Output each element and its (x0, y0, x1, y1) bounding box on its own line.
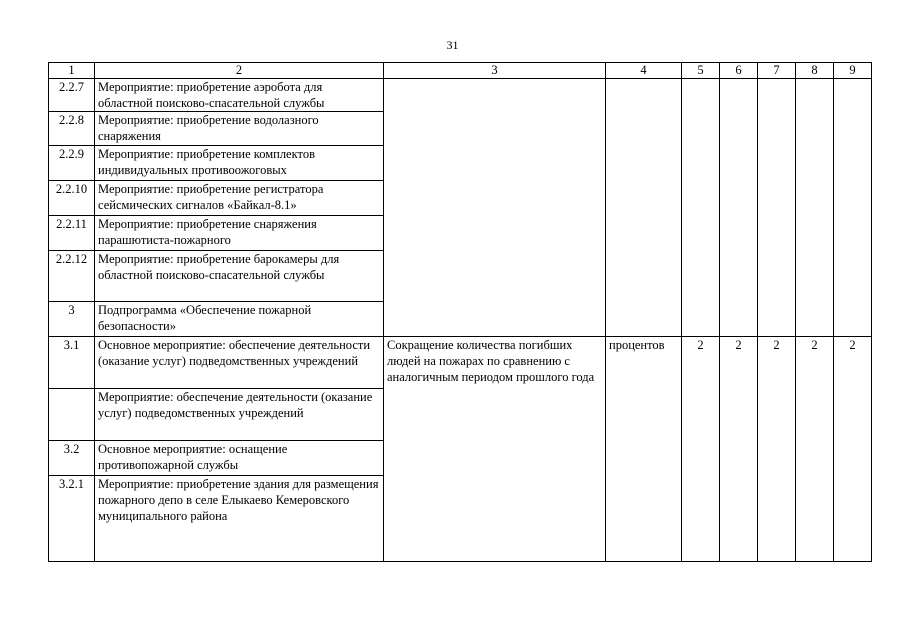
header-row (49, 63, 872, 79)
table-row (49, 79, 872, 112)
row-number: 2.2.8 (49, 112, 95, 146)
row-name: Мероприятие: приобретение комплектов индивидуальных противоожоговых (95, 146, 384, 181)
value-empty (720, 79, 758, 337)
row-number (49, 389, 95, 441)
indicator-name-empty (384, 79, 606, 337)
value-empty (682, 79, 720, 337)
row-number: 3.2.1 (49, 476, 95, 562)
row-name: Подпрограмма «Обеспечение пожарной безопасности» (95, 302, 384, 337)
row-name: Основное мероприятие: оснащение противопожарной службы (95, 441, 384, 476)
indicator-value: 2 (720, 337, 758, 562)
indicator-unit: процентов (606, 337, 682, 562)
row-number: 3.2 (49, 441, 95, 476)
row-name: Мероприятие: приобретение барокамеры для областной поисково-спасательной службы (95, 251, 384, 302)
header-cell: 4 (606, 63, 682, 79)
row-name: Мероприятие: приобретение аэробота для областной поисково-спасательной службы (95, 79, 384, 112)
indicator-name: Сокращение количества погибших людей на пожарах по сравнению с аналогичным периодом прошлого года (384, 337, 606, 562)
program-table (48, 62, 872, 562)
header-cell: 5 (682, 63, 720, 79)
row-number: 2.2.10 (49, 181, 95, 216)
header-cell: 3 (384, 63, 606, 79)
row-number: 3.1 (49, 337, 95, 389)
row-name: Мероприятие: приобретение снаряжения парашютиста-пожарного (95, 216, 384, 251)
header-cell: 8 (796, 63, 834, 79)
indicator-value: 2 (758, 337, 796, 562)
indicator-value: 2 (834, 337, 872, 562)
row-number: 2.2.11 (49, 216, 95, 251)
row-name: Мероприятие: обеспечение деятельности (оказание услуг) подведомственных учреждений (95, 389, 384, 441)
row-name: Основное мероприятие: обеспечение деятельности (оказание услуг) подведомственных учреждений (95, 337, 384, 389)
indicator-value: 2 (796, 337, 834, 562)
header-cell: 2 (95, 63, 384, 79)
indicator-unit-empty (606, 79, 682, 337)
table-row (49, 337, 872, 389)
page-number: 31 (446, 38, 459, 52)
row-number: 2.2.7 (49, 79, 95, 112)
header-cell: 6 (720, 63, 758, 79)
value-empty (834, 79, 872, 337)
header-cell: 1 (49, 63, 95, 79)
row-name: Мероприятие: приобретение здания для размещения пожарного депо в селе Елыкаево Кемеровского муниципального района (95, 476, 384, 562)
row-number: 3 (49, 302, 95, 337)
row-number: 2.2.12 (49, 251, 95, 302)
value-empty (758, 79, 796, 337)
header-cell: 9 (834, 63, 872, 79)
row-name: Мероприятие: приобретение водолазного снаряжения (95, 112, 384, 146)
row-number: 2.2.9 (49, 146, 95, 181)
value-empty (796, 79, 834, 337)
row-name: Мероприятие: приобретение регистратора сейсмических сигналов «Байкал-8.1» (95, 181, 384, 216)
indicator-value: 2 (682, 337, 720, 562)
header-cell: 7 (758, 63, 796, 79)
